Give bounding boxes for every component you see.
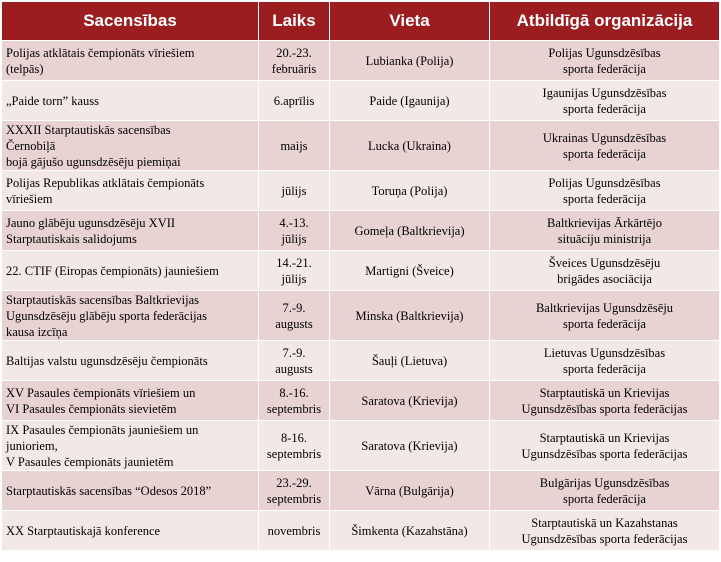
place-cell <box>330 471 490 511</box>
organization-cell-line: sporta federācija <box>563 491 646 506</box>
event-cell-line: „Paide torn” kauss <box>6 93 100 108</box>
header-event: Sacensības <box>2 2 259 41</box>
event-cell-line: Jauno glābēju ugunsdzēsēju XVII <box>6 215 176 230</box>
place-cell-line: Šimkenta (Kazahstāna) <box>351 523 468 538</box>
place-cell-line: Saratova (Krievija) <box>361 438 458 453</box>
event-cell <box>2 421 259 471</box>
organization-cell-line: sporta federācija <box>563 146 646 161</box>
header-organization: Atbildīgā organizācija <box>490 2 720 41</box>
event-cell-line: Starptautiskās sacensības “Odesos 2018” <box>6 483 212 498</box>
table-row <box>2 511 720 551</box>
event-cell-line: junioriem, <box>6 438 58 453</box>
place-cell <box>330 421 490 471</box>
table-row <box>2 291 720 341</box>
time-cell <box>259 291 330 341</box>
time-cell <box>259 511 330 551</box>
table-row <box>2 341 720 381</box>
header-time: Laiks <box>259 2 330 41</box>
organization-cell <box>490 421 720 471</box>
time-cell-line: novembris <box>267 523 321 538</box>
organization-cell-line: sporta federācija <box>563 316 646 331</box>
time-cell-line: 20.-23. <box>276 45 312 60</box>
organization-cell <box>490 41 720 81</box>
time-cell-line: septembris <box>266 401 322 416</box>
place-cell <box>330 251 490 291</box>
place-cell <box>330 341 490 381</box>
time-cell-line: 7.-9. <box>282 300 306 315</box>
table-row <box>2 81 720 121</box>
time-cell-line: 8.-16. <box>279 385 309 400</box>
organization-cell <box>490 471 720 511</box>
time-cell <box>259 41 330 81</box>
place-cell <box>330 41 490 81</box>
event-cell <box>2 471 259 511</box>
place-cell-line: Vārna (Bulgārija) <box>365 483 454 498</box>
place-cell-line: Gomeļa (Baltkrievija) <box>354 223 465 238</box>
event-cell <box>2 171 259 211</box>
event-cell <box>2 121 259 171</box>
organization-cell-line: Baltkrievijas Ārkārtējo <box>547 215 662 230</box>
event-cell-line: XV Pasaules čempionāts vīriešiem un <box>6 385 196 400</box>
event-cell <box>2 381 259 421</box>
table-header-row <box>2 2 720 41</box>
time-cell-line: maijs <box>280 138 308 153</box>
time-cell <box>259 341 330 381</box>
organization-cell-line: sporta federācija <box>563 361 646 376</box>
event-cell <box>2 81 259 121</box>
place-cell <box>330 511 490 551</box>
event-cell-line: Polijas atklātais čempionāts vīriešiem <box>6 45 195 60</box>
event-cell-line: XX Starptautiskajā konference <box>6 523 161 538</box>
event-cell-line: Polijas Republikas atklātais čempionāts <box>6 175 205 190</box>
time-cell-line: 6.aprīlis <box>273 93 315 108</box>
table-row <box>2 381 720 421</box>
place-cell <box>330 381 490 421</box>
organization-cell-line: Polijas Ugunsdzēsības <box>548 45 661 60</box>
event-cell <box>2 291 259 341</box>
event-cell <box>2 251 259 291</box>
events-table <box>1 1 720 551</box>
place-cell <box>330 81 490 121</box>
event-cell <box>2 511 259 551</box>
event-cell-line: 22. CTIF (Eiropas čempionāts) jauniešiem <box>6 263 219 278</box>
place-cell <box>330 291 490 341</box>
organization-cell-line: Starptautiskā un Krievijas <box>539 430 670 445</box>
event-cell-line: Starptautiskās sacensības Baltkrievijas <box>6 292 200 307</box>
event-cell <box>2 211 259 251</box>
place-cell-line: Lucka (Ukraina) <box>368 138 451 153</box>
place-cell <box>330 211 490 251</box>
time-cell <box>259 471 330 511</box>
organization-cell-line: Šveices Ugunsdzēsēju <box>548 255 661 270</box>
event-cell <box>2 41 259 81</box>
header-place: Vieta <box>330 2 490 41</box>
organization-cell-line: Baltkrievijas Ugunsdzēsēju <box>535 300 674 315</box>
time-cell-line: augusts <box>275 361 313 376</box>
time-cell-line: septembris <box>266 446 322 461</box>
table-body <box>2 41 720 551</box>
event-cell-line: VI Pasaules čempionāts sievietēm <box>6 401 177 416</box>
organization-cell <box>490 381 720 421</box>
event-cell-line: XXXII Starptautiskās sacensības <box>6 122 171 137</box>
organization-cell-line: Ukrainas Ugunsdzēsības <box>542 130 667 145</box>
organization-cell-line: sporta federācija <box>563 101 646 116</box>
time-cell-line: 23.-29. <box>276 475 312 490</box>
time-cell-line: 4.-13. <box>279 215 309 230</box>
event-cell <box>2 341 259 381</box>
event-cell-line: bojā gājušo ugunsdzēsēju piemiņai <box>6 154 181 169</box>
event-cell-line: IX Pasaules čempionāts jauniešiem un <box>6 422 199 437</box>
time-cell <box>259 421 330 471</box>
event-cell-line: vīriešiem <box>6 191 53 206</box>
place-cell-line: Paide (Igaunija) <box>369 93 450 108</box>
event-cell-line: Starptautiskais salidojums <box>6 231 137 246</box>
table-row <box>2 471 720 511</box>
organization-cell-line: Igaunijas Ugunsdzēsības <box>542 85 667 100</box>
organization-cell <box>490 341 720 381</box>
place-cell-line: Lubianka (Polija) <box>365 53 454 68</box>
organization-cell-line: Starptautiskā un Krievijas <box>539 385 670 400</box>
organization-cell <box>490 211 720 251</box>
time-cell <box>259 211 330 251</box>
event-cell-line: Baltijas valstu ugunsdzēsēju čempionāts <box>6 353 208 368</box>
time-cell-line: septembris <box>266 491 322 506</box>
place-cell-line: Šauļi (Lietuva) <box>371 353 448 368</box>
organization-cell <box>490 291 720 341</box>
time-cell-line: augusts <box>275 316 313 331</box>
time-cell <box>259 251 330 291</box>
time-cell <box>259 171 330 211</box>
event-cell-line: kausa izcīņa <box>6 324 68 339</box>
organization-cell <box>490 81 720 121</box>
event-cell-line: Ugunsdzēsēju glābēju sporta federācijas <box>6 308 207 323</box>
time-cell <box>259 121 330 171</box>
place-cell-line: Saratova (Krievija) <box>361 393 458 408</box>
place-cell <box>330 171 490 211</box>
organization-cell-line: brigādes asociācija <box>557 271 652 286</box>
time-cell-line: jūlijs <box>281 271 307 286</box>
organization-cell <box>490 121 720 171</box>
place-cell <box>330 121 490 171</box>
table-row <box>2 251 720 291</box>
organization-cell-line: sporta federācija <box>563 61 646 76</box>
organization-cell <box>490 511 720 551</box>
table-row <box>2 171 720 211</box>
organization-cell-line: sporta federācija <box>563 191 646 206</box>
place-cell-line: Toruņa (Polija) <box>371 183 448 198</box>
organization-cell-line: Starptautiskā un Kazahstanas <box>531 515 678 530</box>
table-row <box>2 121 720 171</box>
time-cell-line: februāris <box>271 61 317 76</box>
event-cell-line: V Pasaules čempionāts jaunietēm <box>6 454 174 469</box>
time-cell-line: jūlijs <box>281 231 307 246</box>
time-cell-line: 8-16. <box>280 430 308 445</box>
time-cell <box>259 381 330 421</box>
table-row <box>2 41 720 81</box>
organization-cell-line: Ugunsdzēsības sporta federācijas <box>521 401 688 416</box>
time-cell-line: 14.-21. <box>276 255 312 270</box>
organization-cell <box>490 171 720 211</box>
event-cell-line: Černobiļā <box>6 138 56 153</box>
organization-cell-line: Bulgārijas Ugunsdzēsības <box>539 475 670 490</box>
table-row <box>2 421 720 471</box>
time-cell-line: jūlijs <box>281 183 307 198</box>
place-cell-line: Martigni (Šveice) <box>365 263 454 278</box>
organization-cell-line: situāciju ministrija <box>557 231 652 246</box>
organization-cell-line: Ugunsdzēsības sporta federācijas <box>521 446 688 461</box>
organization-cell-line: Lietuvas Ugunsdzēsības <box>543 345 666 360</box>
time-cell-line: 7.-9. <box>282 345 306 360</box>
organization-cell-line: Polijas Ugunsdzēsības <box>548 175 661 190</box>
place-cell-line: Minska (Baltkrievija) <box>355 308 464 323</box>
organization-cell-line: Ugunsdzēsības sporta federācijas <box>521 531 688 546</box>
time-cell <box>259 81 330 121</box>
organization-cell <box>490 251 720 291</box>
table-row <box>2 211 720 251</box>
event-cell-line: (telpās) <box>6 61 44 76</box>
